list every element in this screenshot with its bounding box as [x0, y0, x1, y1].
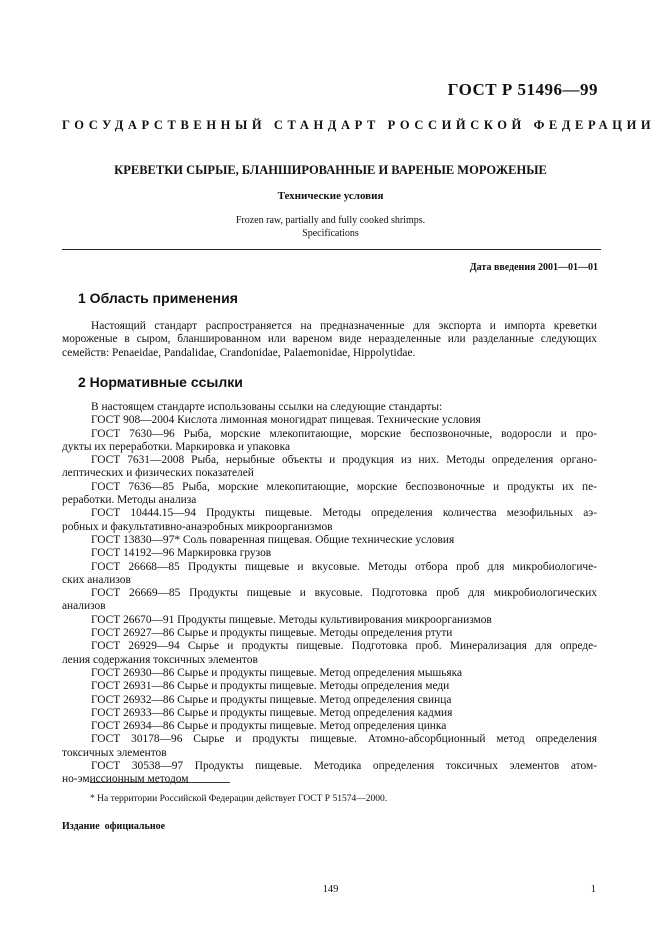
corner-number: 1: [590, 884, 596, 895]
reference-line: ГОСТ 26932—86 Сырье и продукты пищевые. Метод определения свинца: [91, 693, 452, 706]
footnote: * На территории Российской Федерации действует ГОСТ Р 51574—2000.: [90, 794, 388, 804]
header-divider: [62, 249, 601, 250]
reference-line-cont: ления содержания токсичных элементов: [62, 653, 258, 666]
references-intro: В настоящем стандарте использованы ссылки на следующие стандарты:: [91, 401, 443, 413]
english-title-line2: Specifications: [302, 228, 359, 239]
document-title: КРЕВЕТКИ СЫРЫЕ, БЛАНШИРОВАННЫЕ И ВАРЕНЫЕ МОРОЖЕНЫЕ: [114, 163, 547, 177]
state-standard-heading: ГОСУДАРСТВЕННЫЙ СТАНДАРТ РОССИЙСКОЙ ФЕДЕРАЦИИ: [62, 118, 656, 132]
reference-line: ГОСТ 10444.15—94 Продукты пищевые. Методы определения количества мезофильных аэ-: [91, 507, 597, 520]
section-2-heading: 2 Нормативные ссылки: [78, 374, 243, 390]
reference-line: ГОСТ 26669—85 Продукты пищевые и вкусовые. Подготовка проб для микробиологических: [91, 587, 597, 600]
reference-line: ГОСТ 14192—96 Маркировка грузов: [91, 547, 272, 560]
reference-line: ГОСТ 7631—2008 Рыба, нерыбные объекты и продукция из них. Методы определения органо-: [91, 454, 597, 467]
normative-references-list: [62, 401, 597, 787]
reference-line: ГОСТ 26934—86 Сырье и продукты пищевые. Метод определения цинка: [91, 720, 447, 733]
section-1-heading: 1 Область применения: [78, 290, 238, 306]
reference-line: ГОСТ 30178—96 Сырье и продукты пищевые. Атомно-абсорбционный метод определения: [91, 733, 597, 746]
footnote-divider: [90, 782, 230, 783]
intro-date: Дата введения 2001—01—01: [469, 262, 598, 273]
reference-line: ГОСТ 26927—86 Сырье и продукты пищевые. Методы определения ртути: [91, 627, 453, 640]
reference-line: ГОСТ 13830—97* Соль поваренная пищевая. Общие технические условия: [91, 533, 455, 546]
section-1-text: Настоящий стандарт распространяется на предназначенные для экспорта и импорта креветки мороженые в сыром, бланшированном или вареном виде неразделенные или разделанные следующих семейств: Penaeidae, Pandalidae, Crandonidae, Palaemonidae, Hippolytidae.: [62, 320, 597, 359]
reference-line: ГОСТ 26933—86 Сырье и продукты пищевые. Метод определения кадмия: [91, 706, 453, 719]
reference-line: ГОСТ 26668—85 Продукты пищевые и вкусовые. Методы отбора проб для микробиологиче-: [91, 560, 597, 573]
reference-line: ГОСТ 26930—86 Сырье и продукты пищевые. Метод определения мышьяка: [91, 666, 463, 679]
reference-line: ГОСТ 30538—97 Продукты пищевые. Методика определения токсичных элементов атом-: [91, 760, 597, 773]
reference-line: ГОСТ 26931—86 Сырье и продукты пищевые. Методы определения меди: [91, 680, 450, 693]
gost-number: ГОСТ Р 51496—99: [447, 80, 598, 99]
reference-line: ГОСТ 7630—96 Рыба, морские млекопитающие, морские беспозвоночные, водоросли и про-: [91, 427, 597, 440]
reference-line: ГОСТ 7636—85 Рыба, морские млекопитающие, морские беспозвоночные и продукты их пе-: [91, 480, 597, 493]
reference-line: ГОСТ 26929—94 Сырье и продукты пищевые. Подготовка проб. Минерализация для опреде-: [91, 640, 597, 653]
reference-line-cont: токсичных элементов: [62, 746, 167, 759]
document-subtitle: Технические условия: [277, 190, 384, 202]
english-title: [0, 214, 661, 240]
page-number: 149: [322, 884, 339, 895]
reference-line-cont: реработки. Методы анализа: [62, 494, 197, 507]
english-title-line1: Frozen raw, partially and fully cooked shrimps.: [235, 215, 426, 226]
reference-line-cont: но-эмиссионным методом: [62, 773, 189, 786]
reference-line-cont: дукты их переработки. Маркировка и упаковка: [62, 440, 291, 453]
reference-line-cont: лептических и физических показателей: [62, 467, 254, 480]
reference-line-cont: робных и факультативно-анаэробных микроорганизмов: [62, 520, 333, 533]
reference-line-cont: анализов: [62, 600, 106, 613]
edition-label: Издание официальное: [62, 821, 166, 832]
reference-line: ГОСТ 908—2004 Кислота лимонная моногидрат пищевая. Технические условия: [91, 414, 481, 427]
reference-line-cont: ских анализов: [62, 573, 131, 586]
reference-line: ГОСТ 26670—91 Продукты пищевые. Методы культивирования микроорганизмов: [91, 613, 492, 626]
